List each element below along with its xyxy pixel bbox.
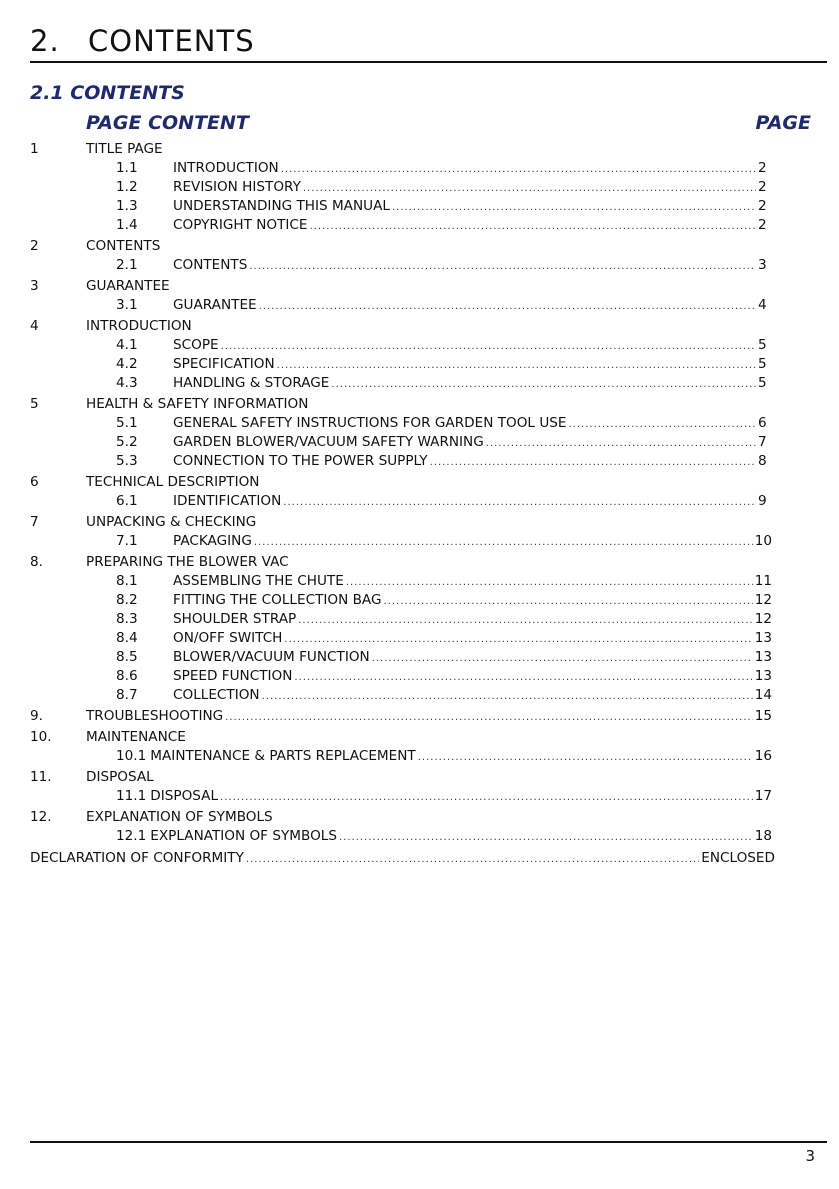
toc-entry[interactable] <box>30 629 772 648</box>
toc-page-number: 13 <box>754 649 772 665</box>
page-number: 3 <box>805 1147 815 1165</box>
toc-chapter-number: 12. <box>30 809 52 825</box>
toc-chapter-number: 1 <box>30 141 39 157</box>
toc-entry[interactable] <box>30 648 772 667</box>
toc-entry-number: 6.1 <box>116 493 138 509</box>
toc-leader-dots <box>303 179 756 198</box>
toc-entry-title: PACKAGING <box>173 533 252 549</box>
toc-leader-dots <box>310 217 757 236</box>
toc-entry-title: SCOPE <box>173 337 219 353</box>
toc-chapter <box>30 317 810 393</box>
toc-chapter-title: INTRODUCTION <box>86 318 192 334</box>
toc-page-number: 13 <box>754 668 772 684</box>
toc-entry-title: DISPOSAL <box>150 788 219 804</box>
toc-page-number: 9 <box>758 493 767 509</box>
toc-chapter-number: 9. <box>30 708 43 724</box>
toc-chapter-heading[interactable] <box>30 395 810 414</box>
toc-page-number: 12 <box>754 611 772 627</box>
toc-leader-dots <box>281 160 756 179</box>
toc-leader-dots <box>262 687 753 706</box>
toc-entry-number: 8.1 <box>116 573 138 589</box>
toc-chapter-title: TECHNICAL DESCRIPTION <box>86 474 260 490</box>
toc-entry-number: 1.4 <box>116 217 138 233</box>
toc-entry-title: SHOULDER STRAP <box>173 611 297 627</box>
toc-entry[interactable] <box>30 197 772 216</box>
toc-entry-number: 4.2 <box>116 356 138 372</box>
toc-leader-dots <box>284 630 752 649</box>
toc-leader-dots <box>225 708 753 727</box>
toc-chapter-title: PREPARING THE BLOWER VAC <box>86 554 289 570</box>
toc-page-number: 3 <box>758 257 767 273</box>
toc-entry-title: SPEED FUNCTION <box>173 668 293 684</box>
toc-chapter <box>30 237 810 275</box>
toc-chapter-heading[interactable] <box>30 808 810 827</box>
column-header-page: PAGE <box>755 112 811 134</box>
toc-page-number: 13 <box>754 630 772 646</box>
toc-leader-dots <box>246 850 699 870</box>
toc-entry[interactable] <box>30 296 772 315</box>
toc-entry-number: 3.1 <box>116 297 138 313</box>
toc-entry-number: 4.3 <box>116 375 138 391</box>
toc-chapter-heading[interactable] <box>30 473 810 492</box>
toc-entry-number: 10.1 <box>116 748 147 764</box>
toc-chapter-number: 4 <box>30 318 39 334</box>
toc-chapter-title: UNPACKING & CHECKING <box>86 514 257 530</box>
toc-chapter-number: 7 <box>30 514 39 530</box>
toc-entry-number: 1.3 <box>116 198 138 214</box>
toc-page-number: 5 <box>758 356 767 372</box>
toc-chapter-title: TITLE PAGE <box>86 141 163 157</box>
toc-entry-number: 1.2 <box>116 179 138 195</box>
bottom-divider <box>30 1141 827 1143</box>
toc-page-number: 2 <box>758 179 767 195</box>
toc-page-number: 10 <box>754 533 772 549</box>
toc-chapter-heading[interactable] <box>30 553 810 572</box>
toc-entry-title: BLOWER/VACUUM FUNCTION <box>173 649 370 665</box>
toc-entry-number: 8.7 <box>116 687 138 703</box>
toc-entry[interactable] <box>30 572 772 591</box>
page-title <box>30 24 255 58</box>
toc-entry-number: 8.2 <box>116 592 138 608</box>
toc-leader-dots <box>220 788 753 807</box>
toc-page-number: 8 <box>758 453 767 469</box>
toc-leader-dots <box>339 828 753 847</box>
toc-page-number: 11 <box>754 573 772 589</box>
toc-entry[interactable] <box>30 591 772 610</box>
toc-entry-number: 11.1 <box>116 788 147 804</box>
toc-page-number: 2 <box>758 160 767 176</box>
declaration-title: DECLARATION OF CONFORMITY <box>30 850 244 866</box>
toc-leader-dots <box>486 434 756 453</box>
toc-entry-number: 4.1 <box>116 337 138 353</box>
toc-page-number: 7 <box>758 434 767 450</box>
toc-chapter-number: 11. <box>30 769 52 785</box>
toc-leader-dots <box>277 356 756 375</box>
toc-entry-number: 5.2 <box>116 434 138 450</box>
toc-chapter <box>30 707 810 726</box>
toc-entry-number: 8.6 <box>116 668 138 684</box>
toc-entry[interactable] <box>30 355 772 374</box>
toc-entry-title: INTRODUCTION <box>173 160 279 176</box>
toc-leader-dots <box>392 198 756 217</box>
toc-leader-dots <box>384 592 753 611</box>
toc-entry-number: 8.3 <box>116 611 138 627</box>
toc-entry-title: HANDLING & STORAGE <box>173 375 330 391</box>
toc-leader-dots <box>418 748 753 767</box>
toc-chapter <box>30 140 810 235</box>
toc-entry[interactable] <box>30 707 772 726</box>
toc-page-number: 15 <box>754 708 772 724</box>
toc-entry[interactable] <box>30 787 772 806</box>
toc-page-number: 2 <box>758 217 767 233</box>
toc-chapter-title: TROUBLESHOOTING <box>86 708 224 724</box>
toc-page-number: 2 <box>758 198 767 214</box>
toc-entry-number: 1.1 <box>116 160 138 176</box>
toc-leader-dots <box>283 493 756 512</box>
toc-entry[interactable] <box>30 433 772 452</box>
toc-entry-title: GENERAL SAFETY INSTRUCTIONS FOR GARDEN TOOL USE <box>173 415 567 431</box>
toc-entry-title: ON/OFF SWITCH <box>173 630 283 646</box>
toc-entry-number: 12.1 <box>116 828 147 844</box>
toc-page-number: 14 <box>754 687 772 703</box>
column-header-content: PAGE CONTENT <box>86 112 249 134</box>
toc-entry-number: 7.1 <box>116 533 138 549</box>
toc-leader-dots <box>569 415 757 434</box>
toc-chapter-number: 10. <box>30 729 52 745</box>
toc-leader-dots <box>372 649 753 668</box>
toc-entry[interactable] <box>30 686 772 705</box>
toc-entry-number: 5.1 <box>116 415 138 431</box>
toc-chapter <box>30 768 810 806</box>
toc-chapter-title: CONTENTS <box>86 238 161 254</box>
toc-page-number: 4 <box>758 297 767 313</box>
toc-entry-number: 5.3 <box>116 453 138 469</box>
toc-leader-dots <box>294 668 752 687</box>
toc-page-number: 5 <box>758 337 767 353</box>
toc-entry[interactable] <box>30 667 772 686</box>
toc-entry[interactable] <box>30 452 772 471</box>
toc-leader-dots <box>331 375 756 394</box>
toc-entry[interactable] <box>30 336 772 355</box>
toc-entry[interactable] <box>30 159 772 178</box>
toc-page-number: 6 <box>758 415 767 431</box>
page-title-text: CONTENTS <box>88 24 255 58</box>
toc-chapter-number: 6 <box>30 474 39 490</box>
toc-entry-title: EXPLANATION OF SYMBOLS <box>150 828 337 844</box>
declaration-page: ENCLOSED <box>701 850 775 866</box>
toc-chapter-title: HEALTH & SAFETY INFORMATION <box>86 396 309 412</box>
toc-chapter-heading[interactable] <box>30 140 810 159</box>
toc-chapter-number: 8. <box>30 554 43 570</box>
toc-page-number: 5 <box>758 375 767 391</box>
toc-chapter-title: GUARANTEE <box>86 278 170 294</box>
toc-entry-title: COPYRIGHT NOTICE <box>173 217 308 233</box>
toc-entry[interactable] <box>30 414 772 433</box>
toc-entry[interactable] <box>30 747 772 766</box>
toc-leader-dots <box>346 573 753 592</box>
toc-leader-dots <box>430 453 756 472</box>
toc-entry-title: IDENTIFICATION <box>173 493 282 509</box>
toc-entry-title: CONTENTS <box>173 257 248 273</box>
toc-leader-dots <box>298 611 752 630</box>
toc-chapter-number: 3 <box>30 278 39 294</box>
toc-chapter-number: 5 <box>30 396 39 412</box>
toc-entry[interactable] <box>30 256 772 275</box>
toc-entry[interactable] <box>30 492 772 511</box>
toc-entry[interactable] <box>30 532 772 551</box>
toc-entry-title: FITTING THE COLLECTION BAG <box>173 592 382 608</box>
toc-chapter-heading[interactable] <box>30 277 810 296</box>
toc-leader-dots <box>254 533 753 552</box>
toc-entry-title: GUARANTEE <box>173 297 257 313</box>
toc-entry-title: MAINTENANCE & PARTS REPLACEMENT <box>150 748 416 764</box>
toc-entry-title: SPECIFICATION <box>173 356 275 372</box>
toc-entry-title: REVISION HISTORY <box>173 179 301 195</box>
toc-chapter <box>30 513 810 551</box>
toc-chapter-number: 2 <box>30 238 39 254</box>
toc-entry[interactable] <box>30 374 772 393</box>
toc-entry[interactable] <box>30 178 772 197</box>
toc-leader-dots <box>221 337 756 356</box>
toc-entry-title: UNDERSTANDING THIS MANUAL <box>173 198 390 214</box>
toc-entry-number: 8.4 <box>116 630 138 646</box>
top-divider <box>30 61 827 63</box>
toc-chapter <box>30 395 810 471</box>
toc-chapter-heading[interactable] <box>30 237 810 256</box>
toc-entry-title: COLLECTION <box>173 687 260 703</box>
toc-leader-dots <box>249 257 756 276</box>
toc-page-number: 16 <box>754 748 772 764</box>
toc-entry[interactable] <box>30 216 772 235</box>
toc-chapter-heading[interactable] <box>30 768 810 787</box>
toc-entry[interactable] <box>30 610 772 629</box>
toc-entry-number: 8.5 <box>116 649 138 665</box>
toc-chapter <box>30 808 810 846</box>
toc-chapter <box>30 553 810 705</box>
toc-chapter <box>30 277 810 315</box>
toc-leader-dots <box>259 297 756 316</box>
toc-chapter-title: DISPOSAL <box>86 769 154 785</box>
toc-chapter-title: MAINTENANCE <box>86 729 186 745</box>
toc-entry-title: CONNECTION TO THE POWER SUPPLY <box>173 453 428 469</box>
toc-page-number: 18 <box>754 828 772 844</box>
page-title-number: 2. <box>30 24 60 58</box>
toc-chapter-title: EXPLANATION OF SYMBOLS <box>86 809 273 825</box>
toc-entry-title: GARDEN BLOWER/VACUUM SAFETY WARNING <box>173 434 484 450</box>
toc-chapter-heading[interactable] <box>30 317 810 336</box>
section-title: 2.1 CONTENTS <box>30 82 185 104</box>
toc-chapter <box>30 473 810 511</box>
toc-page-number: 12 <box>754 592 772 608</box>
toc-entry[interactable] <box>30 827 772 846</box>
table-of-contents <box>30 140 810 868</box>
toc-declaration[interactable] <box>30 848 775 868</box>
toc-entry-number: 2.1 <box>116 257 138 273</box>
toc-chapter-heading[interactable] <box>30 513 810 532</box>
toc-chapter <box>30 728 810 766</box>
toc-chapter-heading[interactable] <box>30 728 810 747</box>
toc-page-number: 17 <box>754 788 772 804</box>
toc-entry-title: ASSEMBLING THE CHUTE <box>173 573 344 589</box>
